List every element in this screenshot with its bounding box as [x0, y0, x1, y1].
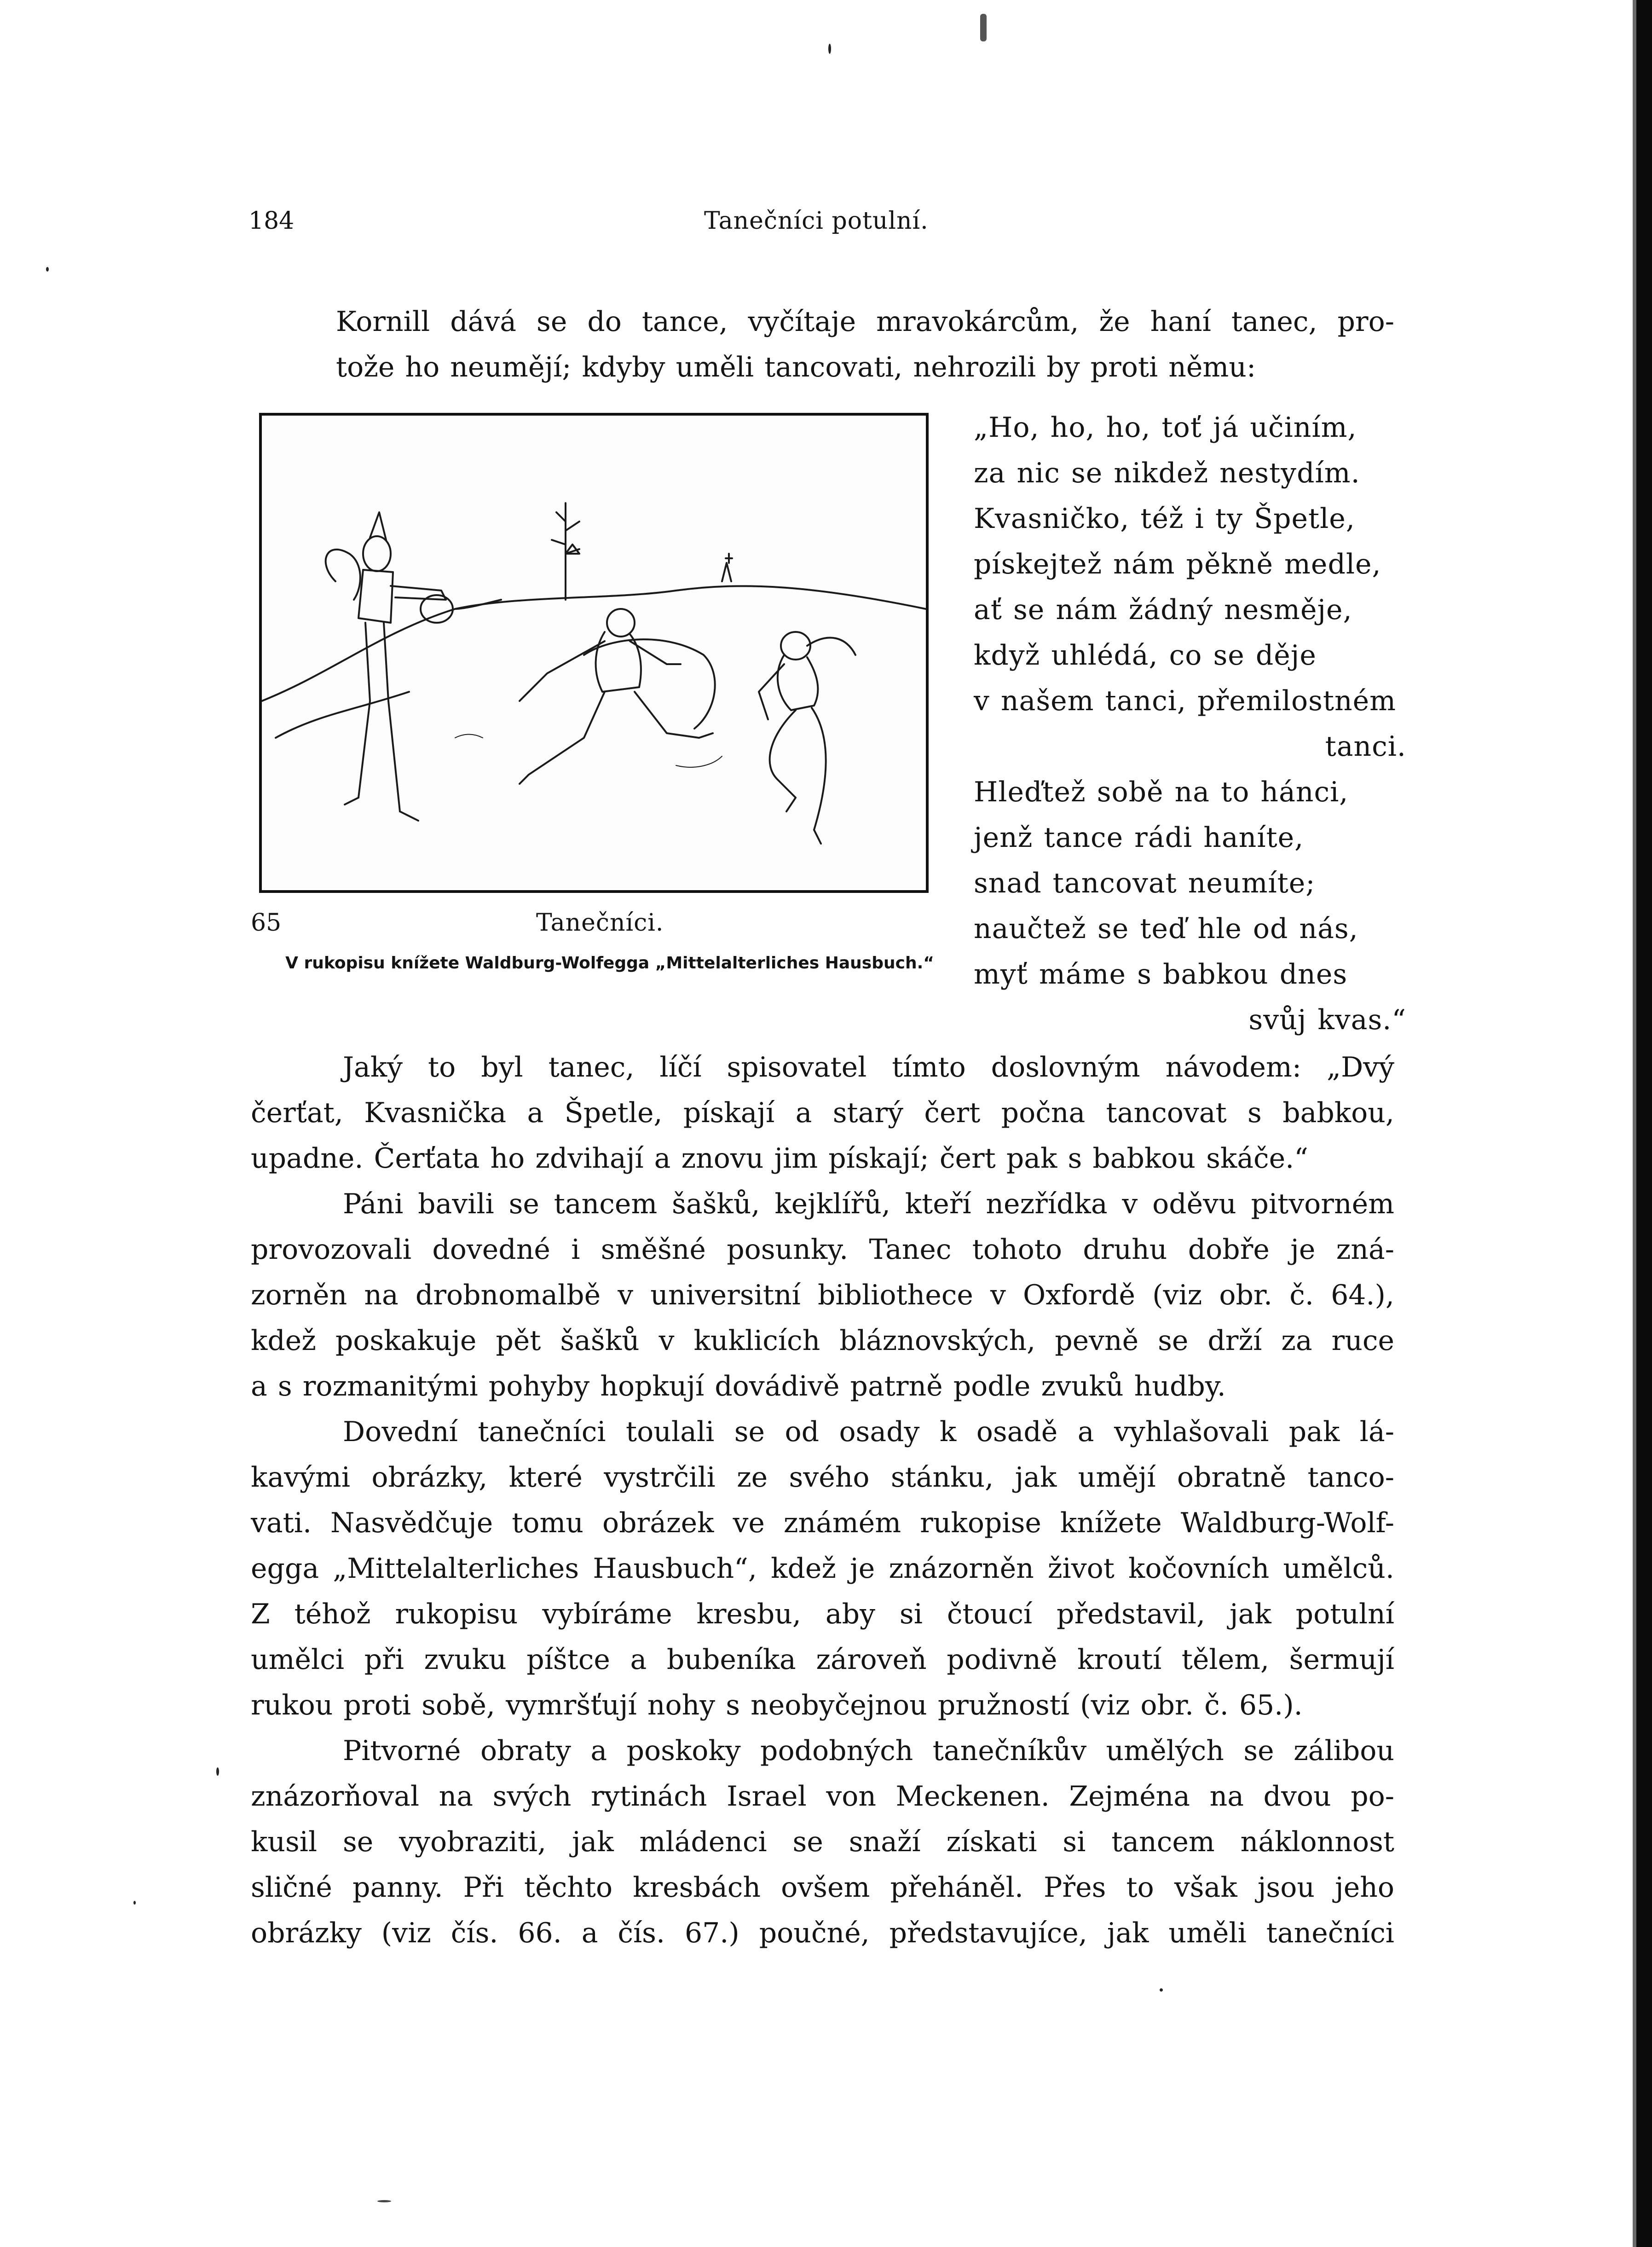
- scan-speck: [133, 1901, 136, 1905]
- verse-line: Kvasničko, též i ty Špetle,: [974, 503, 1355, 535]
- figure-caption: V rukopisu knížete Waldburg-Wolfegga „Mittelalterliches Hausbuch.“: [285, 954, 934, 973]
- figure-title: Tanečníci.: [536, 909, 664, 937]
- verse-line: v našem tanci, přemilostném: [974, 685, 1397, 717]
- dancers-drawing: [262, 416, 926, 890]
- verse-block: [974, 405, 1406, 1043]
- text-line: obrázky (viz čís. 66. a čís. 67.) poučné, představujíce, jak uměli tanečníci: [251, 1917, 1394, 1949]
- scan-speck: [46, 267, 49, 272]
- body-text: [251, 1045, 1394, 1956]
- figure-number: 65: [251, 909, 282, 937]
- verse-line: jenž tance rádi haníte,: [974, 822, 1304, 854]
- verse-line: „Ho, ho, ho, toť já učiním,: [974, 411, 1357, 444]
- text-line: egga „Mittelalterliches Hausbuch“, kdež je znázorněn život kočovních umělců.: [251, 1552, 1394, 1585]
- text-line: a s rozmanitými pohyby hopkují dovádivě patrně podle zvuků hudby.: [251, 1370, 1226, 1402]
- verse-line: myť máme s babkou dnes: [974, 958, 1348, 990]
- page-edge-shadow: [1633, 0, 1636, 2247]
- text-line: provozovali dovedné i směšné posunky. Tanec tohoto druhu dobře je zná-: [251, 1234, 1394, 1266]
- verse-line: snad tancovat neumíte;: [974, 867, 1316, 899]
- verse-line: pískejtež nám pěkně medle,: [974, 548, 1381, 580]
- text-line: znázorňoval na svých rytinách Israel von Meckenen. Zejména na dvou po-: [251, 1780, 1394, 1813]
- verse-line: za nic se nikdež nestydím.: [974, 457, 1360, 489]
- text-line: Z téhož rukopisu vybíráme kresbu, aby si čtoucí představil, jak potulní: [251, 1598, 1394, 1630]
- scan-speck: [828, 44, 831, 54]
- scan-speck: [980, 14, 987, 41]
- running-title: Tanečníci potulní.: [704, 207, 929, 235]
- text-line: Pitvorné obraty a poskoky podobných tanečníkův umělých se zálibou: [343, 1735, 1394, 1767]
- intro-paragraph: [336, 299, 1394, 390]
- text-line: kdež poskakuje pět šašků v kuklicích bláznovských, pevně se drží za ruce: [251, 1325, 1394, 1357]
- verse-line: tanci.: [1325, 730, 1406, 763]
- text-line: Jaký to byl tanec, líčí spisovatel tímto doslovným návodem: „Dvý: [343, 1051, 1394, 1083]
- scan-border: [1636, 0, 1652, 2247]
- figure-illustration: [259, 413, 929, 893]
- text-line: umělci při zvuku píštce a bubeníka zároveň podivně kroutí tělem, šermují: [251, 1644, 1394, 1676]
- text-line: tože ho neumějí; kdyby uměli tancovati, nehrozili by proti němu:: [336, 351, 1256, 383]
- scan-speck: [216, 1767, 219, 1776]
- verse-line: Hleďtež sobě na to hánci,: [974, 776, 1349, 808]
- text-line: Dovední tanečníci toulali se od osady k osadě a vyhlašovali pak lá-: [343, 1416, 1394, 1448]
- verse-line: když uhlédá, co se děje: [974, 639, 1317, 672]
- text-line: rukou proti sobě, vymršťují nohy s neobyčejnou pružností (viz obr. č. 65.).: [251, 1689, 1303, 1721]
- verse-line: ať se nám žádný nesměje,: [974, 594, 1352, 626]
- text-line: zorněn na drobnomalbě v universitní bibliothece v Oxfordě (viz obr. č. 64.),: [251, 1279, 1394, 1311]
- verse-line: svůj kvas.“: [1248, 1004, 1406, 1036]
- verse-line: naučtež se teď hle od nás,: [974, 913, 1358, 945]
- text-line: Páni bavili se tancem šašků, kejklířů, kteří nezřídka v oděvu pitvorném: [343, 1188, 1394, 1220]
- text-line: Kornill dává se do tance, vyčítaje mravokárcům, že haní tanec, pro-: [336, 306, 1394, 338]
- text-line: vati. Nasvědčuje tomu obrázek ve známém rukopise knížete Waldburg-Wolf-: [251, 1507, 1394, 1539]
- scan-speck: [377, 2200, 391, 2202]
- text-line: sličné panny. Při těchto kresbách ovšem přeháněl. Přes to však jsou jeho: [251, 1871, 1394, 1904]
- text-line: kavými obrázky, které vystrčili ze svého stánku, jak umějí obratně tanco-: [251, 1461, 1394, 1494]
- text-line: kusil se vyobraziti, jak mládenci se snaží získati si tancem náklonnost: [251, 1826, 1394, 1858]
- text-line: čerťat, Kvasnička a Špetle, pískají a starý čert počna tancovat s babkou,: [251, 1097, 1394, 1129]
- scan-speck: [1160, 1988, 1163, 1992]
- page-number: 184: [248, 207, 295, 235]
- text-line: upadne. Čerťata ho zdvihají a znovu jim pískají; čert pak s babkou skáče.“: [251, 1142, 1308, 1175]
